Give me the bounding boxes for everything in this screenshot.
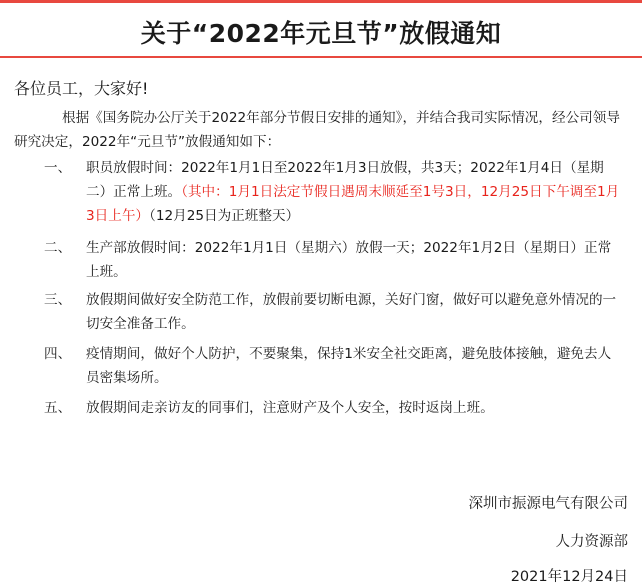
signature-date: 2021年12月24日 [510,569,628,585]
intro-paragraph: 根据《国务院办公厅关于2022年部分节假日安排的通知》，并结合我司实际情况，经公司领导研究决定，2022年“元旦节”放假通知如下： [14,110,620,150]
item-highlight-note: （其中：1月1日法定节假日遇周末顺延至1号3日，12月25日下午调至1月3日上午） [86,184,620,224]
item-text: 放假期间走亲访友的同事们，注意财产及个人安全，按时返岗上班。 [86,400,494,416]
notice-title: 关于“2022年元旦节”放假通知 [140,19,502,48]
greeting: 各位员工，大家好! [14,79,149,98]
item-number: 四、 [44,346,72,362]
item-text: 职员放假时间：2022年1月1日至2022年1月3日放假，共3天；2022年1月4日（星期二）正常上班。 [86,160,604,200]
item-tail-note: （12月25日为正班整天） [149,208,300,224]
item-number: 一、 [44,160,72,176]
notice-header [0,0,642,58]
item-number: 五、 [44,400,72,416]
item-body [86,156,622,228]
signature-company: 深圳市振源电气有限公司 [468,496,628,512]
item-number: 二、 [44,240,72,256]
signature-department: 人力资源部 [555,534,628,550]
item-text: 疫情期间，做好个人防护，不要聚集，保持1米安全社交距离，避免肢体接触，避免去人员密集场所。 [86,346,612,386]
item-text: 放假期间做好安全防范工作，放假前要切断电源，关好门窗，做好可以避免意外情况的一切安全准备工作。 [86,292,617,332]
item-number: 三、 [44,292,72,308]
item-text: 生产部放假时间：2022年1月1日（星期六）放假一天；2022年1月2日（星期日）正常上班。 [86,240,612,280]
